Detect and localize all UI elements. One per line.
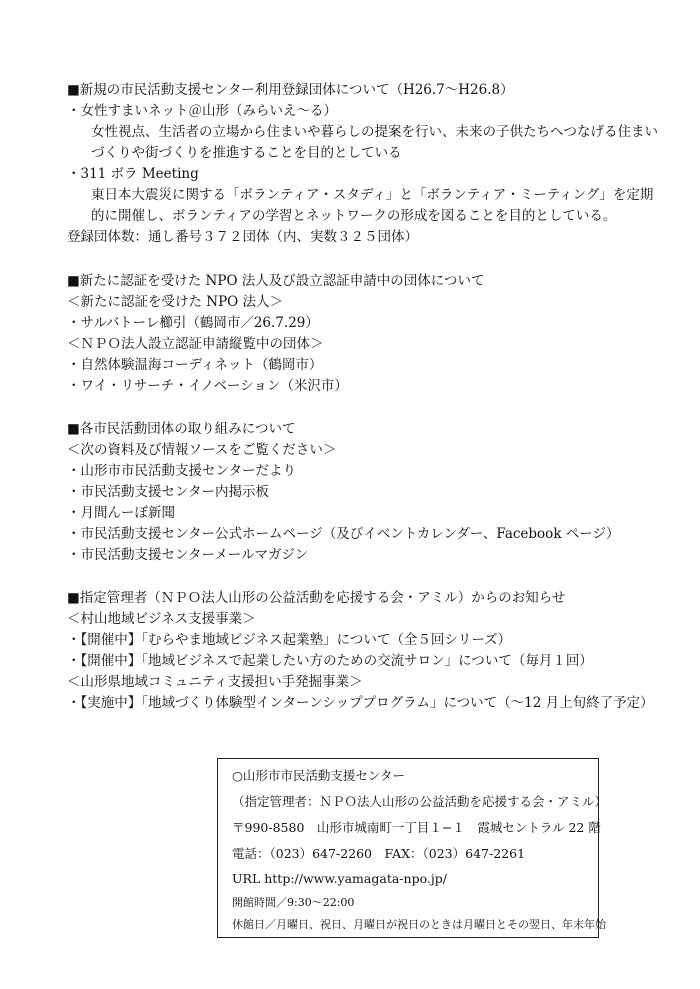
section-line: ・市民活動支援センター内掲示板 [67, 484, 269, 500]
section-line: ＜山形県地域コミュニティ支援担い手発掘事業＞ [67, 674, 363, 690]
section-line: ・市民活動支援センター公式ホームページ（及びイベントカレンダー、Facebook ページ） [67, 526, 620, 542]
section-line: ・ワイ・リサーチ・イノベーション（米沢市） [67, 378, 348, 394]
section-line: 東日本大震災に関する「ボランティア・スタディ」と「ボランティア・ミーティング」を定期 [91, 187, 654, 203]
section-line: ・【開催中】「むらやま地域ビジネス起業塾」について（全５回シリーズ） [67, 632, 512, 648]
section-line: ＜ＮＰＯ法人設立認証申請縦覧中の団体＞ [67, 336, 324, 352]
section-heading: ■新規の市民活動支援センター利用登録団体について（H26.7〜H26.8） [67, 82, 514, 98]
section-line: 女性視点、生活者の立場から住まいや暮らしの提案を行い、未来の子供たちへつなげる住まい [91, 124, 658, 140]
section-line: ・月間んーぼ新聞 [67, 505, 175, 521]
section-line: ・市民活動支援センターメールマガジン [67, 547, 309, 563]
section-line: ・【実施中】「地域づくり体験型インターンシッププログラム」について（〜12 月上旬終了予定） [67, 695, 654, 711]
section-heading: ■新たに認証を受けた NPO 法人及び設立認証申請中の団体について [67, 273, 485, 289]
section-heading: ■各市民活動団体の取り組みについて [67, 421, 296, 437]
section-line: ・女性すまいネット＠山形（みらいえ〜る） [67, 103, 337, 119]
section-heading: ■指定管理者（ＮＰＯ法人山形の公益活動を応援する会・アミル）からのお知らせ [67, 590, 566, 606]
section-line: ・311 ボラ Meeting [67, 166, 199, 182]
section-line: ＜新たに認証を受けた NPO 法人＞ [67, 294, 284, 310]
section-line: 登録団体数：通し番号３７２団体（内、実数３２５団体） [67, 229, 418, 245]
section-line: 的に開催し、ボランティアの学習とネットワークの形成を図ることを目的としている。 [91, 208, 617, 224]
section-line: づくりや街づくりを推進することを目的としている [91, 145, 402, 161]
section-line: ・山形市市民活動支援センターだより [67, 463, 296, 479]
section-line: ・サルバトーレ櫛引（鶴岡市／26.7.29） [67, 315, 319, 331]
contact-manager: （指定管理者：ＮＰＯ法人山形の公益活動を応援する会・アミル） [232, 794, 608, 809]
contact-phone-fax: 電話：（023）647-2260 FAX：（023）647-2261 [232, 846, 526, 861]
section-line: ＜村山地域ビジネス支援事業＞ [67, 611, 256, 627]
section-line: ＜次の資料及び情報ソースをご覧ください＞ [67, 442, 337, 458]
contact-box [217, 758, 608, 938]
contact-url[interactable]: URL http://www.yamagata-npo.jp/ [232, 871, 447, 886]
section-line: ・【開催中】「地域ビジネスで起業したい方のための交流サロン」について（毎月１回） [67, 653, 593, 669]
section-line: ・自然体験温海コーディネット（鶴岡市） [67, 357, 323, 373]
contact-address: 〒990-8580 山形市城南町一丁目１−１ 霞城セントラル 22 階 [232, 820, 601, 835]
contact-hours: 開館時間／9:30〜22:00 [232, 896, 355, 909]
contact-closed: 休館日／月曜日、祝日、月曜日が祝日のときは月曜日とその翌日、年末年始 [232, 918, 606, 931]
contact-name: ○山形市市民活動支援センター [232, 768, 405, 783]
